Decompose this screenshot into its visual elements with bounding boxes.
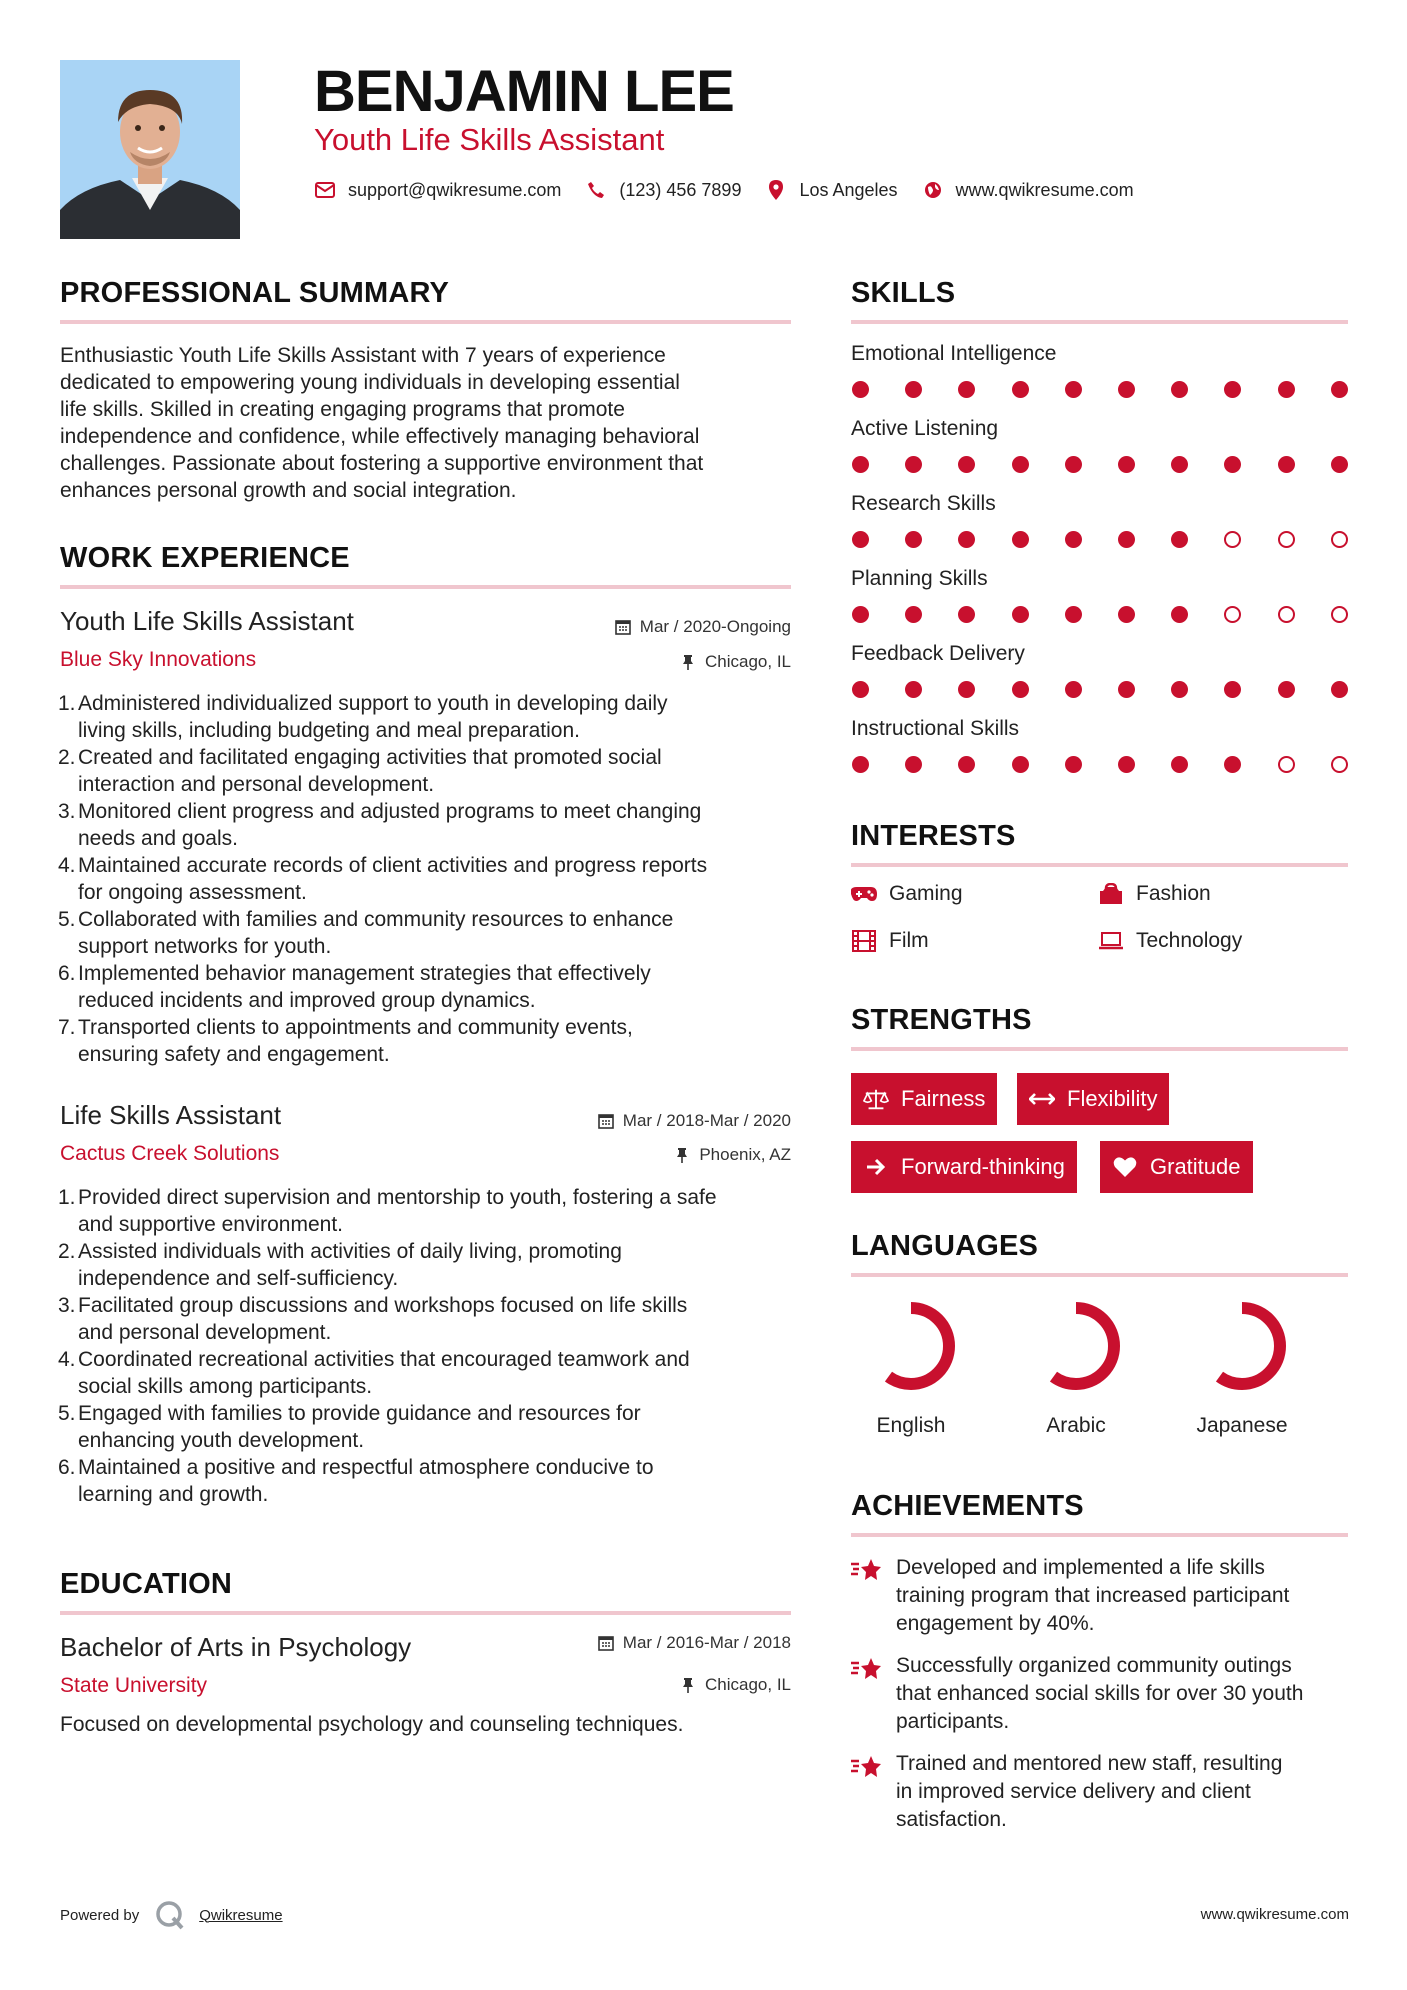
job-dates-text: Mar / 2018-Mar / 2020 <box>622 1111 791 1130</box>
strength-tag <box>1100 1141 1253 1193</box>
list-item: 7. Transported clients to appointments and community events, ensuring safety and engagement. <box>58 1016 633 1066</box>
skill-dot-filled <box>1171 606 1188 623</box>
trophy-star-icon <box>850 1556 884 1584</box>
skill-dot-filled <box>1331 456 1348 473</box>
skill-dot-filled <box>1118 531 1135 548</box>
language-name: Japanese <box>1196 1414 1288 1437</box>
languages-divider <box>851 1273 1348 1277</box>
job-company: Blue Sky Innovations <box>60 648 257 671</box>
skill-dot-filled <box>852 681 869 698</box>
language-level-ring <box>865 1300 957 1392</box>
achievement-item: Trained and mentored new staff, resulting in improved service delivery and client satisfaction. <box>896 1752 1283 1831</box>
footer-website[interactable]: www.qwikresume.com <box>1200 1906 1349 1923</box>
summary-line: dedicated to empowering young individuals in developing essential <box>60 371 680 394</box>
skill-dot-filled <box>1012 456 1029 473</box>
skill-dot-empty <box>1331 756 1348 773</box>
contact-bar <box>314 178 1158 202</box>
interest-label: Fashion <box>1136 882 1211 905</box>
education-location <box>679 1675 791 1695</box>
skill-dot-filled <box>1118 681 1135 698</box>
skill-dot-empty <box>1278 756 1295 773</box>
pushpin-icon <box>679 653 697 671</box>
heart-icon <box>1112 1156 1138 1178</box>
strength-label: Flexibility <box>1067 1086 1158 1111</box>
strengths-divider <box>851 1047 1348 1051</box>
map-pin-icon <box>765 179 787 201</box>
job-location <box>673 1145 791 1165</box>
interest-item <box>851 929 929 953</box>
list-item: 2. Assisted individuals with activities of daily living, promoting independence and self-sufficiency. <box>58 1240 622 1290</box>
list-item: 5. Collaborated with families and community resources to enhance support networks for youth. <box>58 908 674 958</box>
skill-dot-filled <box>905 681 922 698</box>
skill-dot-filled <box>1012 606 1029 623</box>
experience-heading: WORK EXPERIENCE <box>60 542 350 574</box>
skill-dot-filled <box>1171 456 1188 473</box>
skill-dot-filled <box>1278 381 1295 398</box>
skill-dot-filled <box>958 606 975 623</box>
summary-line: enhances personal growth and social integration. <box>60 479 517 502</box>
skill-dot-filled <box>852 456 869 473</box>
skill-dot-filled <box>905 756 922 773</box>
skill-dot-filled <box>1278 681 1295 698</box>
contact-location: Los Angeles <box>799 179 898 200</box>
gamepad-icon <box>851 883 877 905</box>
interest-item <box>1098 929 1242 953</box>
skill-dot-filled <box>852 756 869 773</box>
language-level-ring <box>1030 1300 1122 1392</box>
education-divider <box>60 1611 791 1615</box>
job-company: Cactus Creek Solutions <box>60 1142 280 1165</box>
interests-heading: INTERESTS <box>851 820 1016 852</box>
strengths-heading: STRENGTHS <box>851 1004 1032 1036</box>
arrows-horizontal-icon <box>1029 1088 1055 1110</box>
contact-website[interactable]: www.qwikresume.com <box>955 179 1134 200</box>
skill-dot-filled <box>958 381 975 398</box>
strength-tag <box>851 1141 1077 1193</box>
skills-divider <box>851 320 1348 324</box>
list-item: 4. Maintained accurate records of client activities and progress reports for ongoing assessment. <box>58 854 708 904</box>
skill-dot-filled <box>1118 606 1135 623</box>
skill-dot-filled <box>958 756 975 773</box>
calendar-icon <box>597 1634 615 1652</box>
skill-dot-filled <box>1065 606 1082 623</box>
skill-dot-filled <box>1012 531 1029 548</box>
skill-dot-filled <box>1012 681 1029 698</box>
arrow-right-icon <box>863 1156 889 1178</box>
summary-text <box>60 342 800 504</box>
education-description: Focused on developmental psychology and counseling techniques. <box>60 1713 684 1736</box>
skill-dot-filled <box>852 606 869 623</box>
skill-dot-filled <box>1224 756 1241 773</box>
skill-dot-filled <box>1171 756 1188 773</box>
strength-tag <box>851 1073 997 1125</box>
skill-dot-filled <box>1171 681 1188 698</box>
footer-powered-by <box>60 1900 283 1930</box>
skill-dot-filled <box>1278 456 1295 473</box>
job-dates <box>614 617 791 637</box>
job-duties <box>60 690 800 1068</box>
education-heading: EDUCATION <box>60 1568 233 1600</box>
skill-name: Active Listening <box>851 417 999 440</box>
list-item: 4. Coordinated recreational activities that encouraged teamwork and social skills among participants. <box>58 1348 690 1398</box>
skill-dot-empty <box>1331 606 1348 623</box>
language-name: English <box>876 1414 946 1437</box>
skill-dot-filled <box>958 681 975 698</box>
summary-line: independence and confidence, while effectively managing behavioral <box>60 425 700 448</box>
calendar-icon <box>614 618 632 636</box>
skill-dot-filled <box>852 531 869 548</box>
summary-line: life skills. Skilled in creating engaging programs that promote <box>60 398 625 421</box>
skill-dot-filled <box>905 531 922 548</box>
skill-dot-filled <box>1012 756 1029 773</box>
skill-name: Emotional Intelligence <box>851 342 1057 365</box>
skill-dot-filled <box>1224 381 1241 398</box>
strength-tag <box>1017 1073 1169 1125</box>
interest-label: Technology <box>1136 929 1243 952</box>
skill-dot-filled <box>1224 456 1241 473</box>
achievements-divider <box>851 1533 1348 1537</box>
skill-dot-filled <box>1065 456 1082 473</box>
job-title: Life Skills Assistant <box>60 1100 282 1130</box>
skill-dot-filled <box>1065 681 1082 698</box>
list-item: 1. Administered individualized support to youth in developing daily living skills, including budgeting and meal preparation. <box>58 692 668 742</box>
shopping-bag-icon <box>1098 883 1124 905</box>
interest-item <box>851 882 963 906</box>
list-item: 3. Monitored client progress and adjusted programs to meet changing needs and goals. <box>58 800 702 850</box>
summary-divider <box>60 320 791 324</box>
language-level-arc <box>1204 1308 1280 1384</box>
skill-dot-filled <box>1065 531 1082 548</box>
skill-name: Feedback Delivery <box>851 642 1025 665</box>
film-icon <box>851 930 877 952</box>
education-degree: Bachelor of Arts in Psychology <box>60 1632 412 1662</box>
skill-dot-filled <box>1012 381 1029 398</box>
envelope-icon <box>314 179 336 201</box>
skill-dot-filled <box>1224 681 1241 698</box>
pushpin-icon <box>673 1146 691 1164</box>
experience-divider <box>60 585 791 589</box>
skills-heading: SKILLS <box>851 277 956 309</box>
education-location-text: Chicago, IL <box>705 1675 791 1694</box>
skill-dot-filled <box>905 606 922 623</box>
qwikresume-logo-icon <box>155 1900 185 1930</box>
contact-phone[interactable]: (123) 456 7899 <box>619 179 742 200</box>
skill-dot-filled <box>1065 381 1082 398</box>
phone-icon <box>585 179 607 201</box>
job-duties <box>60 1184 800 1508</box>
skill-dot-filled <box>1331 381 1348 398</box>
skill-dot-filled <box>1331 681 1348 698</box>
skill-dot-filled <box>958 531 975 548</box>
skill-dot-filled <box>1118 756 1135 773</box>
skill-dot-filled <box>958 456 975 473</box>
trophy-star-icon <box>850 1753 884 1781</box>
language-level-arc <box>1038 1308 1114 1384</box>
pushpin-icon <box>679 1676 697 1694</box>
skill-name: Planning Skills <box>851 567 988 590</box>
interest-label: Gaming <box>889 882 963 905</box>
calendar-icon <box>597 1112 615 1130</box>
skill-dot-empty <box>1224 606 1241 623</box>
skill-dot-filled <box>1065 756 1082 773</box>
brand-link[interactable]: Qwikresume <box>199 1906 283 1924</box>
skill-dot-filled <box>1118 381 1135 398</box>
strength-label: Gratitude <box>1150 1154 1241 1179</box>
strength-label: Forward-thinking <box>901 1154 1065 1179</box>
summary-line: challenges. Passionate about fostering a supportive environment that <box>60 452 704 475</box>
summary-line: Enthusiastic Youth Life Skills Assistant with 7 years of experience <box>60 344 666 367</box>
achievement-item: Successfully organized community outings that enhanced social skills for over 30 youth participants. <box>896 1654 1304 1733</box>
list-item: 6. Implemented behavior management strategies that effectively reduced incidents and improved group dynamics. <box>58 962 651 1012</box>
list-item: 5. Engaged with families to provide guidance and resources for enhancing youth development. <box>58 1402 641 1452</box>
skill-name: Instructional Skills <box>851 717 1020 740</box>
job-title: Youth Life Skills Assistant <box>60 606 354 636</box>
skill-dot-empty <box>1278 531 1295 548</box>
language-level-ring <box>1196 1300 1288 1392</box>
achievements-heading: ACHIEVEMENTS <box>851 1490 1084 1522</box>
skill-dot-filled <box>905 381 922 398</box>
skill-dot-empty <box>1331 531 1348 548</box>
job-location <box>679 652 791 672</box>
skill-dot-filled <box>1118 456 1135 473</box>
skill-dot-empty <box>1224 531 1241 548</box>
summary-heading: PROFESSIONAL SUMMARY <box>60 277 450 309</box>
skill-dot-filled <box>1171 531 1188 548</box>
candidate-name: BENJAMIN LEE <box>314 59 734 124</box>
achievement-item: Developed and implemented a life skills training program that increased participant engagement by 40%. <box>896 1556 1290 1635</box>
list-item: 6. Maintained a positive and respectful atmosphere conducive to learning and growth. <box>58 1456 654 1506</box>
education-school: State University <box>60 1674 208 1697</box>
scale-icon <box>863 1088 889 1110</box>
languages-heading: LANGUAGES <box>851 1230 1039 1262</box>
powered-by-text: Powered by <box>60 1906 140 1924</box>
trophy-star-icon <box>850 1655 884 1683</box>
contact-email[interactable]: support@qwikresume.com <box>348 179 562 200</box>
skill-dot-empty <box>1278 606 1295 623</box>
job-dates-text: Mar / 2020-Ongoing <box>639 617 791 636</box>
language-level-arc <box>873 1308 949 1384</box>
education-dates <box>597 1633 791 1653</box>
interests-divider <box>851 863 1348 867</box>
job-location-text: Chicago, IL <box>705 652 791 671</box>
profile-photo <box>60 60 240 239</box>
list-item: 3. Facilitated group discussions and workshops focused on life skills and personal development. <box>58 1294 688 1344</box>
skill-name: Research Skills <box>851 492 996 515</box>
laptop-icon <box>1098 930 1124 952</box>
skill-dot-filled <box>852 381 869 398</box>
language-name: Arabic <box>1046 1414 1106 1437</box>
education-dates-text: Mar / 2016-Mar / 2018 <box>622 1633 791 1652</box>
job-dates <box>597 1111 791 1131</box>
list-item: 2. Created and facilitated engaging activities that promoted social interaction and personal development. <box>58 746 662 796</box>
skill-dot-filled <box>1171 381 1188 398</box>
job-location-text: Phoenix, AZ <box>699 1145 791 1164</box>
candidate-title: Youth Life Skills Assistant <box>314 122 665 157</box>
list-item: 1. Provided direct supervision and mentorship to youth, fostering a safe and supportive environment. <box>58 1186 717 1236</box>
interest-item <box>1098 882 1211 906</box>
skill-dot-filled <box>905 456 922 473</box>
interest-label: Film <box>889 929 929 952</box>
globe-icon <box>922 179 944 201</box>
strength-label: Fairness <box>901 1086 986 1111</box>
